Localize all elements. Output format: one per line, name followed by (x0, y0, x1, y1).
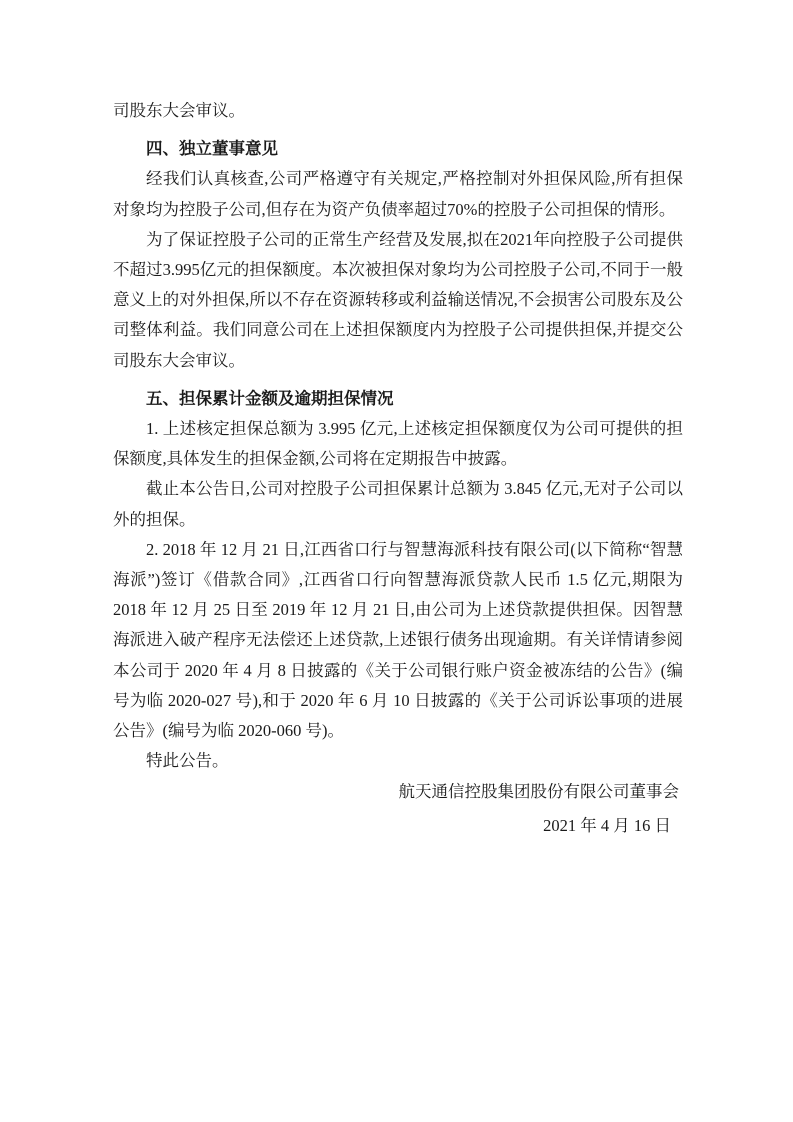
independent-directors-paragraph-2: 为了保证控股子公司的正常生产经营及发展,拟在2021年向控股子公司提供不超过3.995亿元的担保额度。本次被担保对象均为公司控股子公司,不同于一般意义上的对外担保,所以不存在资源转移或利益输送情况,不会损害公司股东及公司整体利益。我们同意公司在上述担保额度内为控股子公司提供担保,并提交公司股东大会审议。 (113, 229, 683, 370)
cumulative-guarantee-paragraph-2: 截止本公告日,公司对控股子公司担保累计总额为 3.845 亿元,无对子公司以外的担保。 (113, 479, 683, 529)
closing-paragraph: 特此公告。 (146, 751, 229, 771)
section-heading-cumulative-guarantee: 五、担保累计金额及逾期担保情况 (146, 388, 394, 408)
independent-directors-paragraph-1: 经我们认真核查,公司严格遵守有关规定,严格控制对外担保风险,所有担保对象均为控股子公司,但存在为资产负债率超过70%的控股子公司担保的情形。 (113, 169, 683, 219)
continuation-paragraph: 司股东大会审议。 (113, 101, 245, 120)
signature-line: 航天通信控股集团股份有限公司董事会 (398, 782, 679, 802)
overdue-guarantee-paragraph: 2. 2018 年 12 月 21 日,江西省口行与智慧海派科技有限公司(以下简称“智慧海派”)签订《借款合同》,江西省口行向智慧海派贷款人民币 1.5 亿元,期限为 2018 年 12 月 25 日至 2019 年 12 月 21 日,由公司为上述贷款提供担保。因智慧海派进入破产程序无法偿还上述贷款,上述银行债务出现逾期。有关详情请参阅本公司于 2020 年 4 月 8 日披露的《关于公司银行账户资金被冻结的公告》(编号为临 2020-027 号),和于 2020 年 6 月 10 日披露的《关于公司诉讼事项的进展公告》(编号为临 2020-060 号)。 (113, 539, 683, 741)
cumulative-guarantee-paragraph-1: 1. 上述核定担保总额为 3.995 亿元,上述核定担保额度仅为公司可提供的担保额度,具体发生的担保金额,公司将在定期报告中披露。 (113, 419, 683, 469)
date-line: 2021 年 4 月 16 日 (543, 815, 671, 835)
section-heading-independent-directors: 四、独立董事意见 (146, 139, 278, 159)
document-content (113, 96, 683, 841)
